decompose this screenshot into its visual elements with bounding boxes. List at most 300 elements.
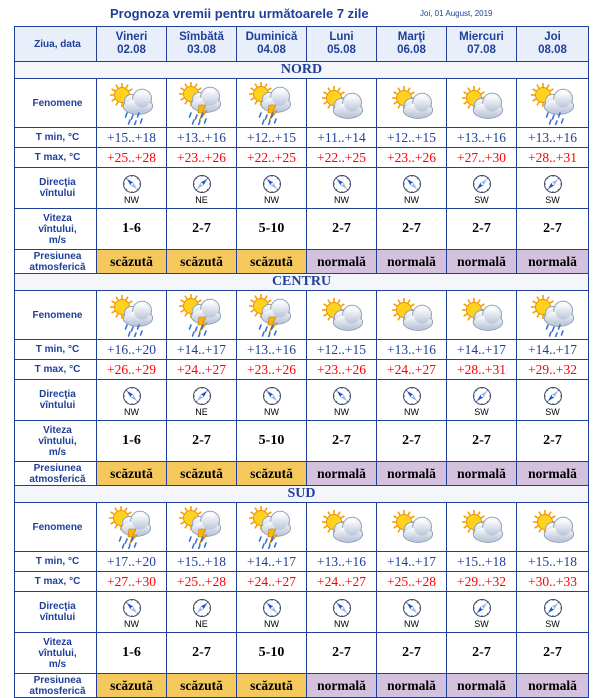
tmax-value: +22..+25: [247, 149, 296, 165]
partly-cloudy-icon: [317, 81, 367, 125]
wind-speed-value: 2-7: [543, 645, 562, 660]
tmin-label-cell: [15, 128, 97, 148]
day-name: Duminică: [245, 31, 298, 43]
wind-compass-icon: [472, 598, 492, 618]
row-label-line: Presiunea: [33, 462, 82, 474]
wind-speed-cell: [307, 209, 377, 250]
tmin-cell: [237, 128, 307, 148]
tmax-value: +24..+27: [387, 361, 436, 377]
phenomena-row: [15, 291, 589, 340]
wind-direction-cell: [307, 380, 377, 421]
wind-speed-value: 2-7: [472, 645, 491, 660]
tmin-label: T min, °C: [35, 344, 80, 355]
wind-direction-cell: [517, 168, 589, 209]
tmax-value: +25..+28: [107, 149, 156, 165]
wind-speed-cell: [97, 209, 167, 250]
tmax-label: T max, °C: [34, 152, 81, 163]
wind-direction-cell: [167, 380, 237, 421]
wind-direction-cell: [447, 168, 517, 209]
pressure-cell: [377, 462, 447, 486]
tmax-cell: [237, 148, 307, 168]
region-header-row: [15, 486, 589, 503]
tmin-label-cell: [15, 340, 97, 360]
partly-cloudy-icon: [457, 293, 507, 337]
partly-cloudy-icon: [528, 505, 578, 549]
day-date: 05.08: [327, 44, 356, 56]
cloud-storm-rain-icon: [247, 81, 297, 125]
tmin-cell: [97, 340, 167, 360]
wind-compass-icon: [332, 174, 352, 194]
day-header: [167, 27, 237, 62]
phenomena-cell: [517, 503, 589, 552]
tmax-value: +27..+30: [107, 573, 156, 589]
tmin-cell: [517, 340, 589, 360]
tmax-value: +23..+26: [177, 149, 226, 165]
wind-speed-cell: [237, 209, 307, 250]
phenomena-cell: [377, 79, 447, 128]
wind-direction-value: NW: [334, 618, 349, 629]
wind-direction-value: NW: [264, 406, 279, 417]
row-label-line: vîntului: [39, 612, 76, 623]
region-name: NORD: [280, 62, 323, 77]
wind-compass-icon: [402, 598, 422, 618]
wind-compass-icon: [192, 598, 212, 618]
wind-direction-label-cell: [15, 592, 97, 633]
phenomena-cell: [307, 503, 377, 552]
wind-direction-row: [15, 380, 589, 421]
wind-compass-icon: [543, 386, 563, 406]
wind-speed-value: 5-10: [258, 433, 285, 448]
wind-speed-value: 1-6: [122, 645, 141, 660]
day-header: [237, 27, 307, 62]
tmax-value: +24..+27: [177, 361, 226, 377]
wind-speed-cell: [517, 633, 589, 674]
tmin-value: +15..+18: [177, 553, 226, 569]
wind-direction-value: SW: [474, 194, 489, 205]
wind-speed-label-cell: [15, 633, 97, 674]
wind-direction-cell: [307, 592, 377, 633]
day-date: 04.08: [257, 44, 286, 56]
tmin-cell: [447, 128, 517, 148]
wind-speed-cell: [97, 633, 167, 674]
wind-direction-value: NW: [264, 194, 279, 205]
partly-cloudy-rain-icon: [528, 81, 578, 125]
wind-direction-label-cell: [15, 380, 97, 421]
wind-speed-cell: [237, 421, 307, 462]
cloud-storm-rain-icon: [177, 293, 227, 337]
wind-direction-cell: [447, 380, 517, 421]
tmin-value: +16..+20: [107, 341, 156, 357]
wind-direction-cell: [377, 168, 447, 209]
pressure-cell: [447, 250, 517, 274]
wind-direction-cell: [377, 380, 447, 421]
tmin-cell: [447, 340, 517, 360]
wind-direction-value: SW: [545, 618, 560, 629]
wind-direction-value: NE: [195, 406, 208, 417]
pressure-cell: [97, 462, 167, 486]
wind-speed-row: [15, 421, 589, 462]
tmax-value: +23..+26: [247, 361, 296, 377]
tmax-value: +26..+29: [107, 361, 156, 377]
pressure-value: normală: [457, 253, 506, 269]
tmin-label: T min, °C: [35, 556, 80, 567]
tmin-value: +13..+16: [457, 129, 506, 145]
wind-compass-icon: [402, 386, 422, 406]
tmin-value: +14..+17: [457, 341, 506, 357]
tmax-cell: [517, 572, 589, 592]
region-name: CENTRU: [271, 274, 332, 289]
row-label-line: Viteza: [43, 212, 72, 224]
tmax-value: +25..+28: [177, 573, 226, 589]
wind-speed-value: 5-10: [258, 645, 285, 660]
day-date: 02.08: [117, 44, 146, 56]
tmax-row: [15, 572, 589, 592]
tmin-cell: [167, 552, 237, 572]
tmin-cell: [517, 552, 589, 572]
pressure-value: scăzută: [110, 677, 153, 693]
wind-direction-cell: [237, 168, 307, 209]
wind-compass-icon: [472, 386, 492, 406]
tmin-value: +12..+15: [317, 341, 366, 357]
day-date: 07.08: [467, 44, 496, 56]
wind-direction-cell: [167, 168, 237, 209]
wind-compass-icon: [192, 386, 212, 406]
wind-speed-value: 2-7: [472, 221, 491, 236]
pressure-label-cell: [15, 250, 97, 274]
wind-direction-cell: [237, 592, 307, 633]
day-header: [447, 27, 517, 62]
pressure-cell: [237, 250, 307, 274]
pressure-cell: [307, 462, 377, 486]
phenomena-label-cell: [15, 291, 97, 340]
tmin-row: [15, 128, 589, 148]
region-name: SUD: [287, 486, 316, 501]
day-header-cell: [15, 27, 97, 62]
pressure-row: [15, 250, 589, 274]
phenomena-cell: [377, 503, 447, 552]
pressure-value: scăzută: [180, 677, 223, 693]
tmin-cell: [307, 340, 377, 360]
wind-speed-cell: [447, 421, 517, 462]
tmin-value: +14..+17: [387, 553, 436, 569]
phenomena-cell: [447, 291, 517, 340]
pressure-value: scăzută: [180, 465, 223, 481]
wind-direction-cell: [97, 168, 167, 209]
tmin-row: [15, 340, 589, 360]
wind-direction-cell: [237, 380, 307, 421]
wind-speed-cell: [167, 209, 237, 250]
tmax-label-cell: [15, 360, 97, 380]
day-header: [377, 27, 447, 62]
phenomena-cell: [307, 291, 377, 340]
pressure-value: normală: [528, 253, 577, 269]
wind-speed-value: 1-6: [122, 221, 141, 236]
wind-speed-cell: [377, 421, 447, 462]
tmax-cell: [167, 572, 237, 592]
wind-compass-icon: [122, 386, 142, 406]
region-header: [15, 486, 589, 503]
pressure-value: normală: [317, 677, 366, 693]
wind-direction-label-cell: [15, 168, 97, 209]
wind-compass-icon: [192, 174, 212, 194]
tmin-value: +12..+15: [247, 129, 296, 145]
day-name: Luni: [329, 31, 354, 43]
tmax-value: +28..+31: [528, 149, 577, 165]
header-row: [15, 27, 589, 62]
tmin-label-cell: [15, 552, 97, 572]
forecast-table: [14, 26, 589, 698]
pressure-value: normală: [387, 253, 436, 269]
pressure-cell: [517, 462, 589, 486]
partly-cloudy-rain-icon: [107, 81, 157, 125]
wind-direction-value: SW: [545, 194, 560, 205]
wind-direction-value: NE: [195, 194, 208, 205]
wind-speed-value: 2-7: [402, 433, 421, 448]
pressure-value: scăzută: [110, 253, 153, 269]
wind-direction-value: NE: [195, 618, 208, 629]
row-label-line: Direcţia: [39, 177, 76, 188]
row-label-line: m/s: [48, 658, 67, 670]
phenomena-cell: [447, 79, 517, 128]
tmax-value: +22..+25: [317, 149, 366, 165]
wind-compass-icon: [262, 386, 282, 406]
tmin-label: T min, °C: [35, 132, 80, 143]
row-label-line: atmosferică: [29, 685, 86, 697]
tmax-cell: [517, 148, 589, 168]
wind-direction-value: NW: [124, 618, 139, 629]
tmax-label: T max, °C: [34, 364, 81, 375]
tmin-value: +13..+16: [528, 129, 577, 145]
pressure-value: normală: [387, 465, 436, 481]
cloud-storm-rain-icon: [177, 505, 227, 549]
tmin-cell: [377, 552, 447, 572]
tmin-value: +14..+17: [247, 553, 296, 569]
page-title: Prognoza vremii pentru următoarele 7 zile: [110, 6, 369, 21]
tmax-cell: [167, 360, 237, 380]
region-header-row: [15, 62, 589, 79]
tmax-cell: [447, 360, 517, 380]
phenomena-cell: [97, 503, 167, 552]
wind-direction-cell: [377, 592, 447, 633]
wind-speed-row: [15, 633, 589, 674]
pressure-row: [15, 462, 589, 486]
row-label-line: vîntului,: [38, 647, 77, 659]
tmax-cell: [517, 360, 589, 380]
wind-direction-value: SW: [545, 406, 560, 417]
row-label-line: Viteza: [43, 636, 72, 648]
wind-speed-value: 2-7: [402, 645, 421, 660]
wind-speed-label-cell: [15, 209, 97, 250]
day-name: Joi: [544, 31, 561, 43]
tmin-value: +11..+14: [317, 129, 366, 145]
pressure-value: normală: [387, 677, 436, 693]
wind-direction-cell: [447, 592, 517, 633]
wind-speed-value: 5-10: [258, 221, 285, 236]
tmin-value: +17..+20: [107, 553, 156, 569]
pressure-value: normală: [317, 253, 366, 269]
tmax-cell: [167, 148, 237, 168]
tmax-cell: [307, 360, 377, 380]
tmax-value: +23..+26: [387, 149, 436, 165]
partly-cloudy-rain-icon: [107, 293, 157, 337]
tmin-cell: [447, 552, 517, 572]
wind-direction-value: SW: [474, 406, 489, 417]
tmax-cell: [377, 360, 447, 380]
pressure-value: scăzută: [250, 465, 293, 481]
phenomena-cell: [237, 79, 307, 128]
tmin-cell: [517, 128, 589, 148]
tmax-row: [15, 148, 589, 168]
day-date: 06.08: [397, 44, 426, 56]
row-label-line: Presiunea: [33, 250, 82, 262]
wind-compass-icon: [543, 174, 563, 194]
wind-compass-icon: [262, 598, 282, 618]
phenomena-cell: [97, 291, 167, 340]
wind-speed-value: 2-7: [332, 645, 351, 660]
row-label-line: m/s: [48, 234, 67, 246]
wind-direction-value: NW: [264, 618, 279, 629]
tmin-value: +13..+16: [317, 553, 366, 569]
wind-direction-cell: [517, 380, 589, 421]
wind-speed-cell: [517, 209, 589, 250]
pressure-cell: [237, 462, 307, 486]
tmin-value: +15..+18: [457, 553, 506, 569]
partly-cloudy-rain-icon: [528, 293, 578, 337]
row-label-line: Direcţia: [39, 601, 76, 612]
wind-speed-value: 2-7: [192, 645, 211, 660]
tmax-value: +24..+27: [317, 573, 366, 589]
tmax-value: +29..+32: [528, 361, 577, 377]
tmax-cell: [237, 572, 307, 592]
cloud-storm-rain-icon: [107, 505, 157, 549]
row-label-line: Direcţia: [39, 389, 76, 400]
partly-cloudy-icon: [317, 505, 367, 549]
tmax-cell: [97, 360, 167, 380]
phenomena-row: [15, 503, 589, 552]
wind-speed-row: [15, 209, 589, 250]
wind-compass-icon: [122, 598, 142, 618]
pressure-value: normală: [457, 677, 506, 693]
tmin-value: +14..+17: [177, 341, 226, 357]
wind-speed-cell: [447, 633, 517, 674]
wind-direction-value: NW: [404, 194, 419, 205]
partly-cloudy-icon: [387, 293, 437, 337]
phenomena-cell: [237, 291, 307, 340]
wind-direction-row: [15, 592, 589, 633]
wind-compass-icon: [122, 174, 142, 194]
wind-speed-value: 2-7: [192, 433, 211, 448]
tmax-cell: [447, 148, 517, 168]
wind-direction-value: NW: [404, 406, 419, 417]
region-header-row: [15, 274, 589, 291]
day-date: 08.08: [538, 44, 567, 56]
tmax-cell: [377, 572, 447, 592]
wind-direction-cell: [517, 592, 589, 633]
tmax-cell: [377, 148, 447, 168]
tmax-value: +30..+33: [528, 573, 577, 589]
tmax-cell: [307, 148, 377, 168]
wind-speed-cell: [377, 209, 447, 250]
pressure-value: normală: [528, 465, 577, 481]
row-label-line: Presiunea: [33, 674, 82, 686]
wind-compass-icon: [472, 174, 492, 194]
row-label-line: vîntului: [39, 188, 76, 199]
tmax-value: +28..+31: [457, 361, 506, 377]
day-header-label: Ziua, data: [34, 38, 81, 50]
wind-direction-cell: [167, 592, 237, 633]
wind-compass-icon: [262, 174, 282, 194]
row-label-line: Viteza: [43, 424, 72, 436]
tmax-value: +25..+28: [387, 573, 436, 589]
phenomena-cell: [97, 79, 167, 128]
pressure-cell: [97, 250, 167, 274]
phenomena-cell: [167, 503, 237, 552]
pressure-label-cell: [15, 462, 97, 486]
tmax-cell: [97, 148, 167, 168]
region-header: [15, 274, 589, 291]
day-name: Miercuri: [459, 31, 504, 43]
tmin-cell: [167, 340, 237, 360]
cloud-storm-rain-icon: [247, 293, 297, 337]
row-label-line: vîntului,: [38, 223, 77, 235]
tmax-label-cell: [15, 148, 97, 168]
pressure-cell: [447, 462, 517, 486]
wind-compass-icon: [543, 598, 563, 618]
tmin-cell: [167, 128, 237, 148]
wind-speed-cell: [167, 633, 237, 674]
tmin-cell: [237, 340, 307, 360]
pressure-value: scăzută: [250, 253, 293, 269]
tmin-cell: [97, 552, 167, 572]
pressure-value: scăzută: [180, 253, 223, 269]
wind-speed-cell: [377, 633, 447, 674]
tmin-value: +13..+16: [387, 341, 436, 357]
cloud-storm-rain-icon: [247, 505, 297, 549]
day-name: Vineri: [115, 31, 148, 43]
phenomena-row: [15, 79, 589, 128]
day-name: Marţi: [397, 31, 426, 43]
wind-speed-cell: [307, 633, 377, 674]
phenomena-label-cell: [15, 79, 97, 128]
partly-cloudy-icon: [387, 505, 437, 549]
wind-direction-cell: [97, 380, 167, 421]
day-header: [517, 27, 589, 62]
cloud-storm-rain-icon: [177, 81, 227, 125]
pressure-cell: [377, 250, 447, 274]
tmin-cell: [307, 128, 377, 148]
day-name: Sîmbătă: [179, 31, 224, 43]
tmin-value: +15..+18: [528, 553, 577, 569]
wind-speed-value: 1-6: [122, 433, 141, 448]
tmax-cell: [307, 572, 377, 592]
wind-direction-row: [15, 168, 589, 209]
phenomena-label: Fenomene: [32, 97, 83, 109]
pressure-cell: [167, 250, 237, 274]
tmin-value: +13..+16: [247, 341, 296, 357]
wind-speed-value: 2-7: [472, 433, 491, 448]
phenomena-label-cell: [15, 503, 97, 552]
pressure-cell: [517, 250, 589, 274]
tmax-cell: [237, 360, 307, 380]
tmax-value: +27..+30: [457, 149, 506, 165]
wind-speed-cell: [237, 633, 307, 674]
wind-speed-cell: [97, 421, 167, 462]
wind-direction-value: NW: [404, 618, 419, 629]
row-label-line: m/s: [48, 446, 67, 458]
day-header: [307, 27, 377, 62]
wind-speed-cell: [167, 421, 237, 462]
tmax-cell: [447, 572, 517, 592]
